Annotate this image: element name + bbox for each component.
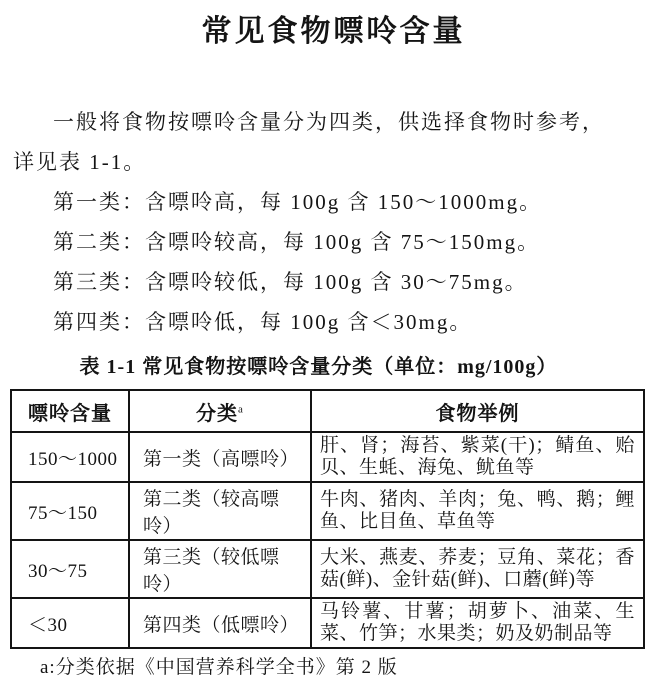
food-examples-cell: 大米、燕麦、荞麦；豆角、菜花；香菇(鲜)、金针菇(鲜)、口蘑(鲜)等 xyxy=(311,540,644,598)
purine-classification-table xyxy=(10,389,645,649)
category-line-2: 第二类：含嘌呤较高，每 100g 含 75～150mg。 xyxy=(53,230,541,254)
category-line-3: 第三类：含嘌呤较低，每 100g 含 30～75mg。 xyxy=(53,270,528,294)
food-examples-cell: 马铃薯、甘薯；胡萝卜、油菜、生菜、竹笋；水果类；奶及奶制品等 xyxy=(311,598,644,648)
page-title: 常见食物嘌呤含量 xyxy=(201,15,466,48)
category-list xyxy=(53,182,667,342)
table-header-row xyxy=(11,390,644,432)
classification-cell: 第四类（低嘌呤） xyxy=(129,598,311,648)
table-row xyxy=(11,432,644,482)
footnote-marker: a xyxy=(238,402,244,415)
col-header-classification xyxy=(129,390,311,432)
table-caption: 表 1-1 常见食物按嘌呤含量分类（单位：mg/100g） xyxy=(79,356,558,378)
intro-paragraph xyxy=(13,102,651,182)
category-line-4: 第四类：含嘌呤低，每 100g 含＜30mg。 xyxy=(53,310,473,334)
document-page xyxy=(0,6,667,678)
purine-content-cell: ＜30 xyxy=(11,598,129,648)
col-header-purine-content: 嘌呤含量 xyxy=(11,390,129,432)
classification-cell: 第三类（较低嘌呤） xyxy=(129,540,311,598)
purine-content-cell: 150～1000 xyxy=(11,432,129,482)
col-header-food-examples: 食物举例 xyxy=(311,390,644,432)
classification-cell: 第二类（较高嘌呤） xyxy=(129,482,311,540)
food-examples-cell: 肝、肾；海苔、紫菜(干)；鲭鱼、贻贝、生蚝、海兔、鱿鱼等 xyxy=(311,432,644,482)
food-examples-cell: 牛肉、猪肉、羊肉；兔、鸭、鹅；鲤鱼、比目鱼、草鱼等 xyxy=(311,482,644,540)
purine-content-cell: 75～150 xyxy=(11,482,129,540)
intro-line-2: 详见表 1-1。 xyxy=(13,150,147,174)
intro-line-1: 一般将食物按嘌呤含量分为四类，供选择食物时参考， xyxy=(53,110,605,134)
table-footnote: a:分类依据《中国营养科学全书》第 2 版 xyxy=(40,657,398,678)
classification-cell: 第一类（高嘌呤） xyxy=(129,432,311,482)
purine-content-cell: 30～75 xyxy=(11,540,129,598)
table-row xyxy=(11,540,644,598)
category-line-1: 第一类：含嘌呤高，每 100g 含 150～1000mg。 xyxy=(53,190,543,214)
table-row xyxy=(11,598,644,648)
table-row xyxy=(11,482,644,540)
col-header-classification-label: 分类 xyxy=(196,402,239,425)
